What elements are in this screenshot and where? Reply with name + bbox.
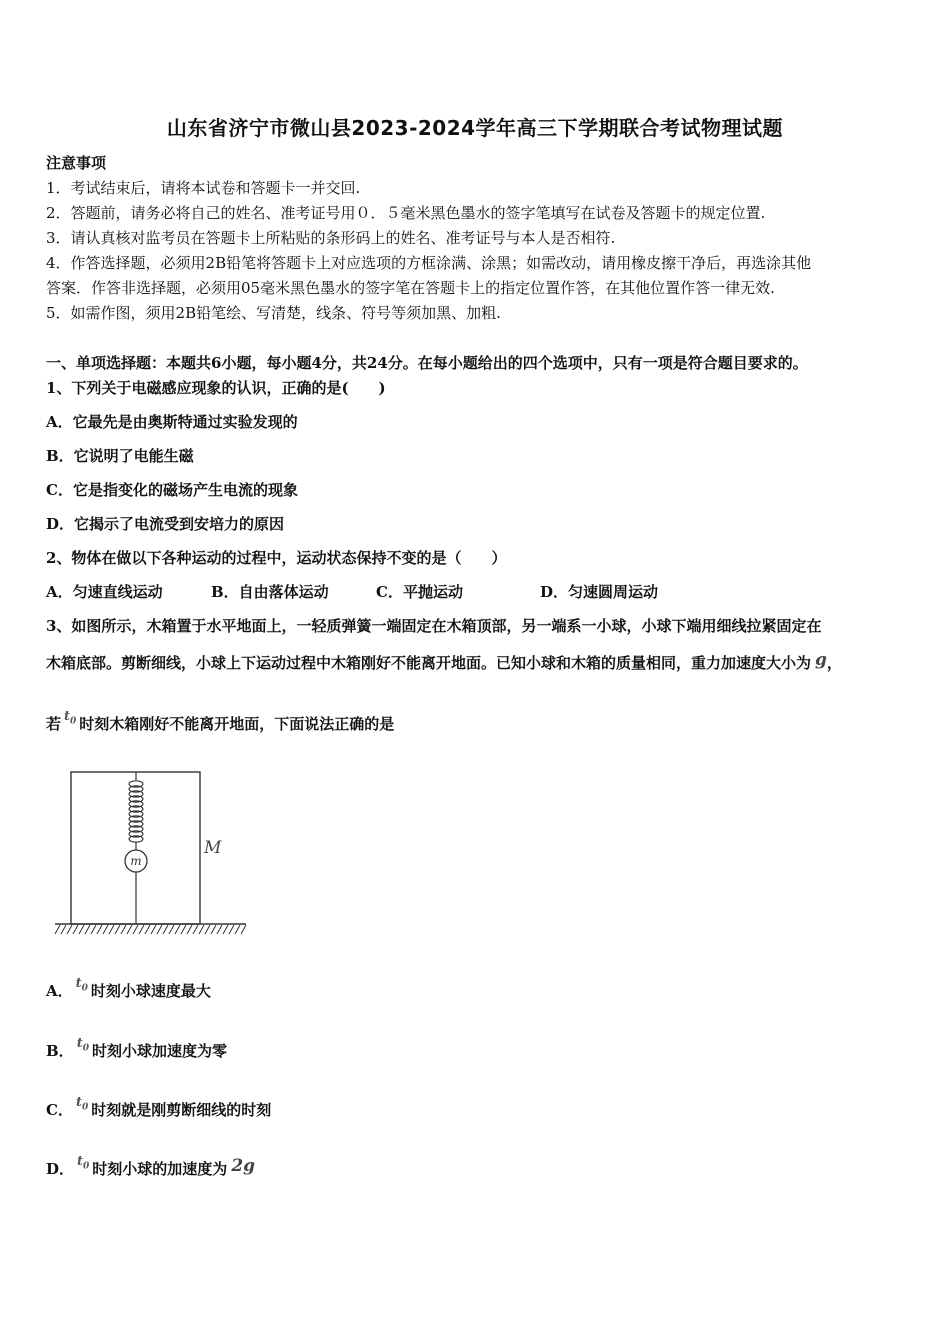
question-1-stem: 1、下列关于电磁感应现象的认识，正确的是( ) — [46, 379, 386, 397]
page-title: 山东省济宁市微山县2023-2024学年高三下学期联合考试物理试题 — [166, 116, 784, 140]
two-g-symbol: 2g — [231, 1156, 256, 1176]
question-2-option-b: B．自由落体运动 — [211, 583, 329, 601]
ground-hatching — [55, 925, 246, 934]
question-3-option-d: D． $t_0$ 时刻小球的加速度为 2g — [46, 1154, 256, 1178]
question-3-stem-line-3 — [46, 709, 395, 736]
box-label: M — [204, 838, 222, 858]
notice-item-1: 1．考试结束后，请将本试卷和答题卡一并交回. — [46, 179, 361, 197]
question-2-stem: 2、物体在做以下各种运动的过程中，运动状态保持不变的是（ ） — [46, 549, 507, 567]
section-heading: 一、单项选择题：本题共6小题，每小题4分，共24分。在每小题给出的四个选项中，只有一项是符合题目要求的。 — [46, 354, 808, 372]
notice-heading: 注意事项 — [46, 154, 107, 172]
notice-item-4-cont: 答案．作答非选择题，必须用05毫米黑色墨水的签字笔在答题卡上的指定位置作答，在其他位置作答一律无效. — [46, 279, 775, 297]
time-symbol: $t_0$ — [75, 1095, 89, 1113]
question-3-stem-text: 木箱底部。剪断细线，小球上下运动过程中木箱刚好不能离开地面。已知小球和木箱的质量相同，重力加速度大小为 — [46, 654, 812, 672]
time-symbol: $t_0$ — [77, 1154, 90, 1172]
question-2-option-a: A．匀速直线运动 — [46, 583, 163, 601]
question-1-option-c: C．它是指变化的磁场产生电流的现象 — [46, 481, 298, 499]
question-3-option-b: B． $t_0$ 时刻小球加速度为零 — [46, 1036, 227, 1060]
spring-box-figure — [50, 762, 250, 942]
ball-label: m — [130, 854, 142, 868]
notice-item-4: 4．作答选择题，必须用2B铅笔将答题卡上对应选项的方框涂满、涂黑；如需改动，请用橡皮擦干净后，再选涂其他 — [46, 254, 812, 272]
stem-prefix: 若 — [46, 715, 62, 733]
question-1-option-a: A．它最先是由奥斯特通过实验发现的 — [46, 413, 298, 431]
time-symbol: $t_0$ — [64, 709, 77, 727]
question-3-stem-line-2 — [46, 652, 842, 673]
question-3-option-c: C． $t_0$ 时刻就是刚剪断细线的时刻 — [46, 1095, 272, 1119]
question-3-stem-line-1: 3、如图所示，木箱置于水平地面上，一轻质弹簧一端固定在木箱顶部，另一端系一小球，小球下端用细线拉紧固定在 — [46, 617, 822, 635]
notice-item-2: 2．答题前，请务必将自己的姓名、准考证号用０．５毫米黑色墨水的签字笔填写在试卷及答题卡的规定位置. — [46, 204, 766, 222]
gravity-symbol: g — [815, 650, 827, 670]
stem-suffix: 时刻木箱刚好不能离开地面，下面说法正确的是 — [79, 715, 395, 733]
spring — [129, 781, 143, 842]
question-1-option-d: D．它揭示了电流受到安培力的原因 — [46, 515, 285, 533]
question-1-option-b: B．它说明了电能生磁 — [46, 447, 194, 465]
notice-item-5: 5．如需作图，须用2B铅笔绘、写清楚，线条、符号等须加黑、加粗. — [46, 304, 501, 322]
question-2-option-c: C．平抛运动 — [376, 583, 463, 601]
time-symbol: $t_0$ — [75, 976, 88, 994]
question-2-option-d: D．匀速圆周运动 — [540, 583, 659, 601]
question-3-option-a: A． $t_0$ 时刻小球速度最大 — [46, 976, 211, 1000]
time-symbol: $t_0$ — [76, 1036, 89, 1054]
question-2-options — [46, 581, 658, 602]
notice-item-3: 3．请认真核对监考员在答题卡上所粘贴的条形码上的姓名、准考证号与本人是否相符. — [46, 229, 616, 247]
stem-comma: ， — [826, 654, 842, 672]
